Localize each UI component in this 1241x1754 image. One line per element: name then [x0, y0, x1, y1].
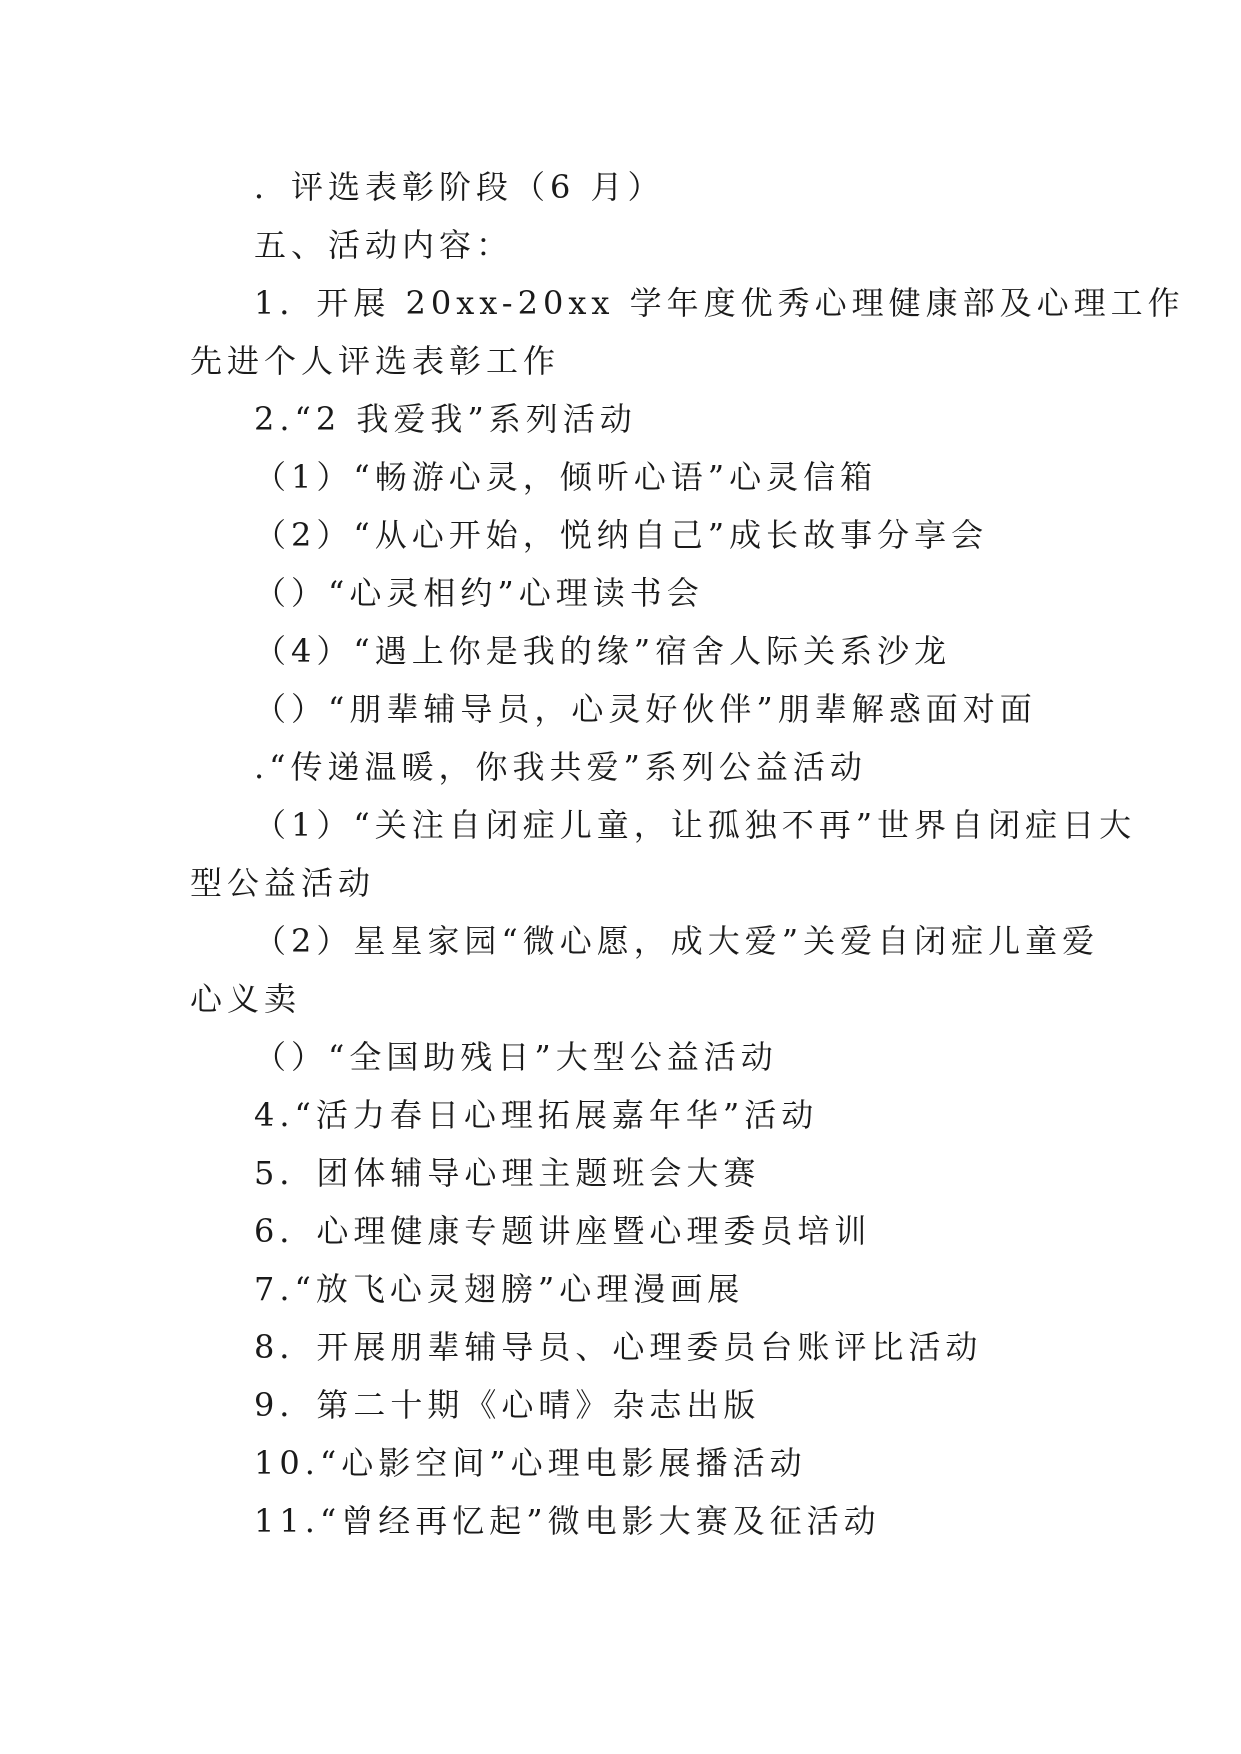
- text-line: 心义卖: [190, 980, 302, 1018]
- text-line: （4）“遇上你是我的缘”宿舍人际关系沙龙: [254, 632, 952, 670]
- text-line: 10.“心影空间”心理电影展播活动: [254, 1444, 807, 1482]
- text-line: （）“全国助残日”大型公益活动: [254, 1038, 778, 1076]
- section-heading: 五、活动内容：: [254, 226, 514, 264]
- text-line: （）“心灵相约”心理读书会: [254, 574, 704, 612]
- text-line: .“传递温暖，你我共爱”系列公益活动: [254, 748, 867, 786]
- text-line: 5．团体辅导心理主题班会大赛: [254, 1154, 761, 1192]
- text-line: 先进个人评选表彰工作: [190, 342, 561, 380]
- text-line: ．评选表彰阶段（6 月）: [254, 168, 665, 206]
- document-body: [190, 158, 1185, 1550]
- text-line: 4.“活力春日心理拓展嘉年华”活动: [254, 1096, 819, 1134]
- text-line: （）“朋辈辅导员，心灵好伙伴”朋辈解惑面对面: [254, 690, 1037, 728]
- text-line: 9．第二十期《心晴》杂志出版: [254, 1386, 761, 1424]
- text-line: （2）星星家园“微心愿，成大爱”关爱自闭症儿童爱: [254, 922, 1100, 960]
- text-line: 7.“放飞心灵翅膀”心理漫画展: [254, 1270, 745, 1308]
- text-line: 型公益活动: [190, 864, 376, 902]
- text-line: 6．心理健康专题讲座暨心理委员培训: [254, 1212, 872, 1250]
- text-line: 11.“曾经再忆起”微电影大赛及征活动: [254, 1502, 881, 1540]
- text-line: （1）“畅游心灵，倾听心语”心灵信箱: [254, 458, 878, 496]
- text-line: 2.“2 我爱我”系列活动: [254, 400, 637, 438]
- text-line: （1）“关注自闭症儿童，让孤独不再”世界自闭症日大: [254, 806, 1137, 844]
- text-line: 8．开展朋辈辅导员、心理委员台账评比活动: [254, 1328, 983, 1366]
- text-line: 1．开展 20xx-20xx 学年度优秀心理健康部及心理工作: [254, 284, 1185, 322]
- text-line: （2）“从心开始，悦纳自己”成长故事分享会: [254, 516, 989, 554]
